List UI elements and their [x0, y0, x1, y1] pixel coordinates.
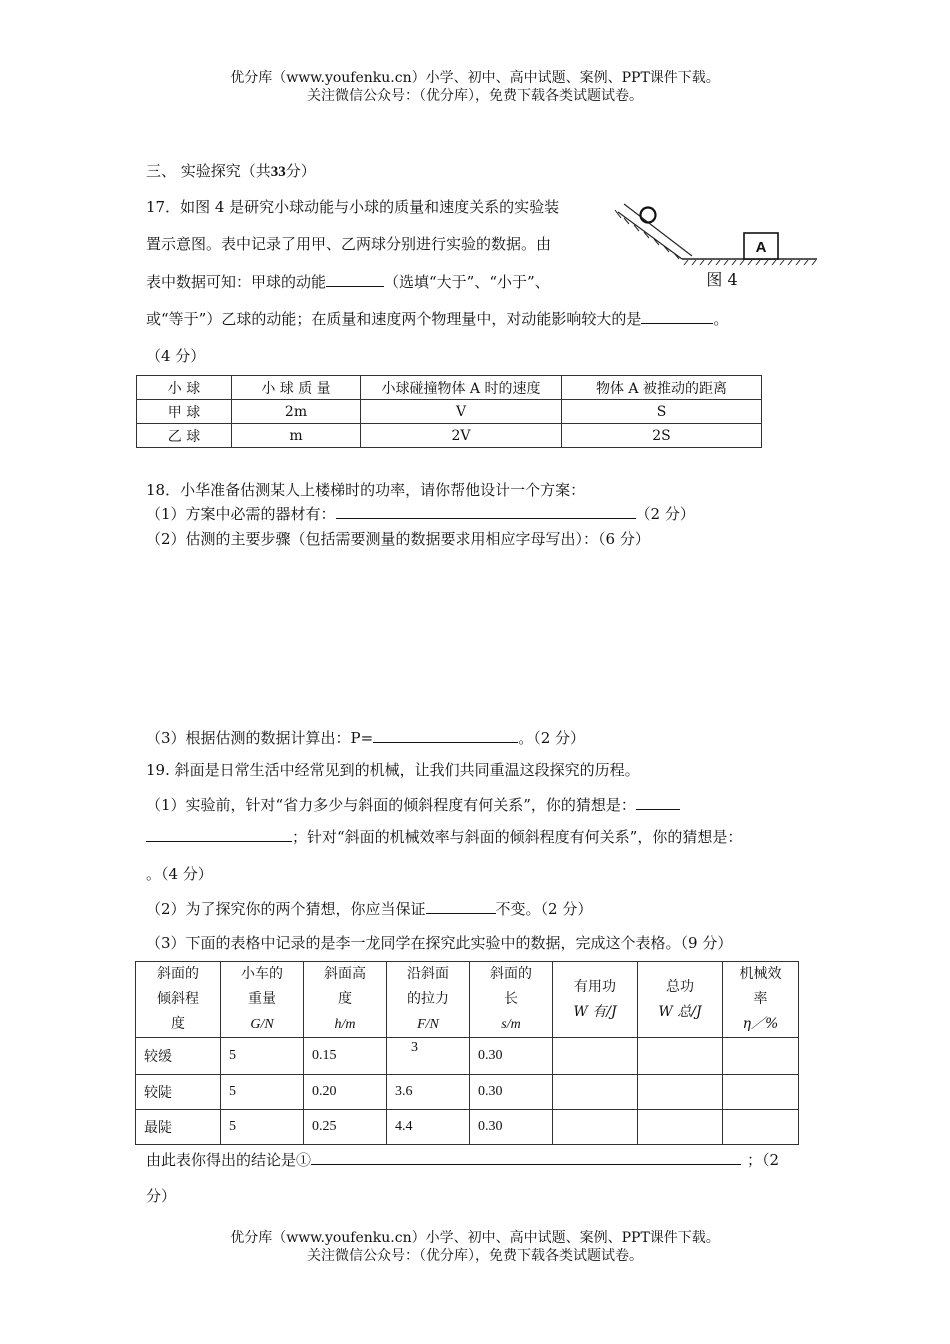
header-height [304, 962, 387, 1038]
section-title-suffix: 分） [285, 162, 316, 180]
q19-guess-2-label: ；针对“斜面的机械效率与斜面的倾斜程度有何关系”，你的猜想是： [292, 828, 743, 846]
header-text: 有用功 [574, 978, 616, 995]
header-efficiency [723, 962, 799, 1038]
header-unit: h/m [334, 1017, 356, 1032]
cell: m [232, 424, 361, 448]
q19-blank-guess-1[interactable] [636, 794, 680, 810]
cell: 较缓 [136, 1038, 221, 1075]
cell: 3.6 [387, 1075, 470, 1110]
q19-blank-constant[interactable] [426, 898, 496, 914]
header-text: 度 [171, 1016, 185, 1032]
section-points: 33 [270, 164, 286, 180]
q18-power-label: （3）根据估测的数据计算出：P= [146, 729, 374, 747]
header-text: 机械效 [739, 966, 782, 982]
q17-line-3-text: 表中数据可知：甲球的动能 [146, 273, 327, 291]
cell: 较陡 [136, 1075, 221, 1110]
header-speed: 小球碰撞物体 A 时的速度 [361, 376, 562, 400]
cell: 5 [221, 1110, 304, 1145]
q19-line-5 [146, 898, 592, 919]
q19-conclusion-score: ；（2 [747, 1151, 780, 1169]
cell-total-work-input[interactable] [638, 1075, 723, 1110]
header-incline-degree [136, 962, 221, 1038]
header-unit: F/N [417, 1017, 439, 1032]
cell: V [361, 400, 562, 424]
header-text: 的拉力 [407, 991, 449, 1007]
header-weight [221, 962, 304, 1038]
incline-data-table [135, 961, 799, 1145]
q19-conclusion-line [146, 1149, 779, 1170]
figure-4-caption: 图 4 [706, 270, 738, 289]
q17-blank-kinetic-energy[interactable] [326, 271, 384, 287]
q19-guess-1-label: （1）实验前，针对“省力多少与斜面的倾斜程度有何关系”，你的猜想是： [146, 796, 636, 814]
header-text: 斜面的 [157, 966, 199, 982]
q18-equipment-score: （2 分） [635, 505, 695, 523]
ball [641, 208, 656, 223]
table-header-row [137, 376, 762, 400]
cell-total-work-input[interactable] [638, 1038, 723, 1075]
header-unit: G/N [250, 1017, 274, 1032]
cell-efficiency-input[interactable] [723, 1075, 799, 1110]
table-row [136, 1038, 799, 1075]
header-pull-force [387, 962, 470, 1038]
header-text: 率 [753, 991, 768, 1007]
q17-line-3-choices: （选填“大于”、“小于”、 [384, 273, 550, 291]
cell: 甲 球 [137, 400, 232, 424]
q19-line-1: 19. 斜面是日常生活中经常见到的机械，让我们共同重温这段探究的历程。 [146, 761, 640, 779]
q19-constant-label: （2）为了探究你的两个猜想，你应当保证 [146, 900, 426, 918]
cell: 0.30 [470, 1110, 553, 1145]
q17-line-4-end: 。 [713, 310, 729, 328]
q19-line-3 [146, 826, 742, 847]
cell: 乙 球 [137, 424, 232, 448]
header-unit: η／% [742, 1016, 779, 1032]
q19-constant-score: 不变。（2 分） [495, 900, 593, 918]
cell: 0.30 [470, 1075, 553, 1110]
q17-blank-factor[interactable] [641, 308, 713, 324]
cell: 最陡 [136, 1110, 221, 1145]
table-row [136, 1110, 799, 1145]
q19-blank-conclusion[interactable] [311, 1149, 741, 1165]
page-footer-line-1: 优分库（www.youfenku.cn）小学、初中、高中试题、案例、PPT课件下载。 [230, 1230, 720, 1246]
q19-line-4: 。（4 分） [146, 865, 213, 883]
q18-blank-power[interactable] [373, 727, 518, 743]
q18-power-score: 。（2 分） [518, 729, 586, 747]
q19-conclusion-score-end: 分） [146, 1187, 177, 1205]
cell: 5 [221, 1038, 304, 1075]
header-unit: W 总/J [658, 1003, 702, 1020]
header-text: 长 [504, 991, 518, 1007]
header-unit: s/m [501, 1017, 521, 1032]
header-length [470, 962, 553, 1038]
header-mass: 小 球 质 量 [232, 376, 361, 400]
page-header-line-2: 关注微信公众号：（优分库），免费下载各类试题试卷。 [307, 88, 643, 104]
q18-line-1: 18．小华准备估测某人上楼梯时的功率，请你帮他设计一个方案： [146, 481, 586, 499]
cell: 0.20 [304, 1075, 387, 1110]
page-header-line-1: 优分库（www.youfenku.cn）小学、初中、高中试题、案例、PPT课件下载。 [230, 70, 720, 86]
header-text: 小车的 [241, 966, 283, 982]
q18-line-2 [146, 503, 695, 524]
cell: 0.25 [304, 1110, 387, 1145]
table-row [137, 400, 762, 424]
cell: 5 [221, 1075, 304, 1110]
header-text: 重量 [248, 991, 276, 1007]
cell: 0.15 [304, 1038, 387, 1075]
q18-blank-equipment[interactable] [336, 503, 636, 519]
section-title [146, 160, 316, 181]
header-distance: 物体 A 被推动的距离 [562, 376, 762, 400]
cell: 4.4 [387, 1110, 470, 1145]
q19-line-6: （3）下面的表格中记录的是李一龙同学在探究此实验中的数据，完成这个表格。（9 分） [146, 934, 733, 952]
cell: 3 [387, 1038, 470, 1075]
table-row [137, 424, 762, 448]
cell-efficiency-input[interactable] [723, 1038, 799, 1075]
q18-line-4 [146, 727, 585, 748]
cell-useful-work-input[interactable] [553, 1075, 638, 1110]
q19-line-2 [146, 794, 680, 815]
cell: 2V [361, 424, 562, 448]
q19-blank-guess-1-cont[interactable] [146, 826, 292, 842]
block-a-label: A [755, 239, 767, 256]
header-text: 总功 [666, 978, 694, 995]
header-text: 度 [338, 991, 352, 1007]
q18-equipment-label: （1）方案中必需的器材有： [146, 505, 336, 523]
header-unit: W 有/J [573, 1003, 617, 1020]
section-title-prefix: 三、 实验探究（共 [146, 162, 271, 180]
q17-line-1: 17．如图 4 是研究小球动能与小球的质量和速度关系的实验装 [146, 198, 560, 216]
q18-line-3: （2）估测的主要步骤（包括需要测量的数据要求用相应字母写出）：（6 分） [146, 530, 650, 548]
q19-conclusion-label: 由此表你得出的结论是① [146, 1151, 312, 1169]
table-header-row [136, 962, 799, 1038]
cell-useful-work-input[interactable] [553, 1038, 638, 1075]
header-ball: 小 球 [137, 376, 232, 400]
q17-score: （4 分） [146, 347, 206, 365]
table-row [136, 1075, 799, 1110]
cell: 0.30 [470, 1038, 553, 1075]
ground [682, 259, 817, 265]
figure-4-diagram [612, 198, 822, 293]
header-text: 倾斜程 [157, 991, 199, 1007]
header-useful-work [553, 962, 638, 1038]
cell: S [562, 400, 762, 424]
page-footer-line-2: 关注微信公众号：（优分库），免费下载各类试题试卷。 [307, 1248, 643, 1264]
header-text: 斜面高 [324, 966, 366, 982]
q17-line-4 [146, 308, 728, 329]
header-text: 沿斜面 [407, 966, 449, 982]
cell-useful-work-input[interactable] [553, 1110, 638, 1145]
cell: 2S [562, 424, 762, 448]
cell-efficiency-input[interactable] [723, 1110, 799, 1145]
cell: 2m [232, 400, 361, 424]
q17-line-2: 置示意图。表中记录了用甲、乙两球分别进行实验的数据。由 [146, 235, 552, 253]
q17-line-3 [146, 271, 550, 292]
q17-data-table [136, 375, 762, 448]
incline-ramp [615, 204, 692, 259]
q17-line-4-text: 或“等于”）乙球的动能；在质量和速度两个物理量中，对动能影响较大的是 [146, 310, 642, 328]
header-text: 斜面的 [490, 966, 532, 982]
cell-total-work-input[interactable] [638, 1110, 723, 1145]
header-total-work [638, 962, 723, 1038]
block-a [744, 233, 778, 259]
